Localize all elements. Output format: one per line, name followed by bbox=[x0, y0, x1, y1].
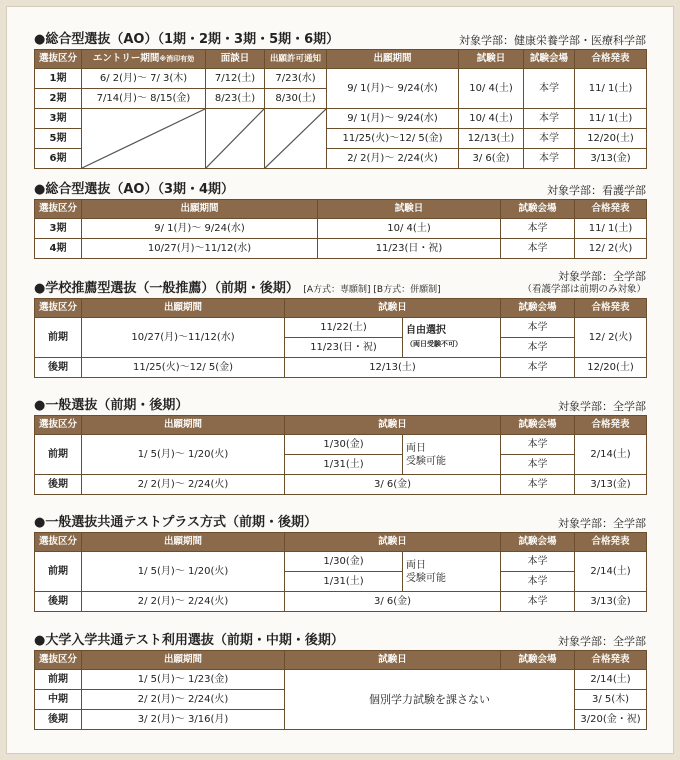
schedule-table bbox=[34, 532, 647, 612]
no-exam-note: 個別学力試験を課さない bbox=[285, 670, 575, 730]
table-row: 6期 2/ 2(月)～ 2/24(火) 3/ 6(金) 本学 3/13(金) bbox=[35, 149, 647, 169]
table-row: 3期 9/ 1(月)～ 9/24(水) 10/ 4(土) 本学 11/ 1(土) bbox=[35, 219, 647, 239]
schedule-table bbox=[34, 650, 647, 730]
section-ippan-plus bbox=[34, 514, 646, 612]
diagonal-cell bbox=[206, 109, 265, 169]
table-row: 2期 7/14(月)～ 8/15(金) 8/23(土) 8/30(土) bbox=[35, 89, 647, 109]
header-shiken: 試験日 bbox=[459, 50, 524, 69]
header-happyo: 合格発表 bbox=[575, 533, 647, 552]
section-suisen bbox=[34, 266, 646, 378]
table-row: 後期 2/ 2(月)～ 2/24(火) 3/ 6(金) 本学 3/13(金) bbox=[35, 475, 647, 495]
table-row: 中期 2/ 2(月)～ 2/24(火) 3/ 5(木) bbox=[35, 690, 647, 710]
section-title: ●総合型選抜（AO）（3期・4期） bbox=[34, 182, 235, 197]
table-row: 11/23(日・祝) 本学 bbox=[35, 338, 647, 358]
table-row: 前期 1/ 5(月)～ 1/23(金) 個別学力試験を課さない 2/14(土) bbox=[35, 670, 647, 690]
header-kubun: 選抜区分 bbox=[35, 651, 82, 670]
section-ao-2 bbox=[34, 181, 646, 259]
table-row: 4期 10/27(月)～11/12(水) 11/23(日・祝) 本学 12/ 2(火) bbox=[35, 239, 647, 259]
header-kaijo: 試験会場 bbox=[501, 200, 575, 219]
section-target: 対象学部：全学部 （看護学部は前期のみ対象） bbox=[522, 270, 646, 295]
section-title: ●一般選抜（前期・後期） bbox=[34, 398, 189, 413]
section-target: 対象学部：全学部 bbox=[558, 517, 646, 530]
header-shutsugan: 出願期間 bbox=[82, 416, 285, 435]
header-happyo: 合格発表 bbox=[575, 651, 647, 670]
header-kubun: 選抜区分 bbox=[35, 416, 82, 435]
table-row: 後期 11/25(火)～12/ 5(金) 12/13(土) 本学 12/20(土) bbox=[35, 358, 647, 378]
diagonal-cell bbox=[82, 109, 206, 169]
header-happyo: 合格発表 bbox=[575, 416, 647, 435]
header-shiken: 試験日 bbox=[285, 651, 501, 670]
section-target: 対象学部：健康栄養学部・医療科学部 bbox=[459, 34, 646, 47]
both-days-note: 両日 受験可能 bbox=[403, 435, 501, 475]
table-row: 5期 11/25(火)～12/ 5(金) 12/13(土) 本学 12/20(土) bbox=[35, 129, 647, 149]
table-row: 前期 1/ 5(月)～ 1/20(火) 1/30(金) 両日 受験可能 本学 2/14(土) bbox=[35, 435, 647, 455]
header-kaijo: 試験会場 bbox=[501, 416, 575, 435]
header-shutsugan: 出願期間 bbox=[82, 651, 285, 670]
header-shutsugan: 出願期間 bbox=[82, 533, 285, 552]
table-row: 前期 1/ 5(月)～ 1/20(火) 1/30(金) 両日 受験可能 本学 2/14(土) bbox=[35, 552, 647, 572]
section-title: ●一般選抜共通テストプラス方式（前期・後期） bbox=[34, 515, 318, 530]
header-happyo: 合格発表 bbox=[575, 50, 647, 69]
header-kubun: 選抜区分 bbox=[35, 50, 82, 69]
header-happyo: 合格発表 bbox=[575, 200, 647, 219]
header-kubun: 選抜区分 bbox=[35, 200, 82, 219]
table-row: 前期 10/27(月)～11/12(水) 11/22(土) 自由選択 （両日受験不可） 本学 12/ 2(火) bbox=[35, 318, 647, 338]
header-shutsugan: 出願期間 bbox=[82, 200, 318, 219]
header-shiken: 試験日 bbox=[285, 416, 501, 435]
schedule-table bbox=[34, 199, 647, 259]
header-mendan: 面談日 bbox=[206, 50, 265, 69]
section-ippan bbox=[34, 397, 646, 495]
section-target: 対象学部：全学部 bbox=[558, 400, 646, 413]
table-row: 1/31(土) 本学 bbox=[35, 572, 647, 592]
section-title: ●大学入学共通テスト利用選抜（前期・中期・後期） bbox=[34, 633, 344, 648]
header-kubun: 選抜区分 bbox=[35, 299, 82, 318]
header-kaijo: 試験会場 bbox=[524, 50, 575, 69]
schedule-table bbox=[34, 49, 647, 169]
header-shiken: 試験日 bbox=[285, 299, 501, 318]
header-kaijo: 試験会場 bbox=[501, 299, 575, 318]
section-title: ●学校推薦型選抜（一般推薦）（前期・後期） [A方式：専願制] [B方式：併願制] bbox=[34, 281, 441, 296]
header-shiken: 試験日 bbox=[318, 200, 501, 219]
section-ao-1 bbox=[34, 31, 646, 169]
header-kubun: 選抜区分 bbox=[35, 533, 82, 552]
table-row: 後期 3/ 2(月)～ 3/16(月) 3/20(金・祝) bbox=[35, 710, 647, 730]
header-kaijo: 試験会場 bbox=[501, 533, 575, 552]
table-row: 1/31(土) 本学 bbox=[35, 455, 647, 475]
section-kyotsu bbox=[34, 632, 646, 730]
table-row: 3期 9/ 1(月)～ 9/24(水) 10/ 4(土) 本学 11/ 1(土) bbox=[35, 109, 647, 129]
header-shutsugan: 出願期間 bbox=[327, 50, 459, 69]
header-kaijo: 試験会場 bbox=[501, 651, 575, 670]
header-shutsugan: 出願期間 bbox=[82, 299, 285, 318]
table-row: 後期 2/ 2(月)～ 2/24(火) 3/ 6(金) 本学 3/13(金) bbox=[35, 592, 647, 612]
diagonal-cell bbox=[265, 109, 327, 169]
section-target: 対象学部：全学部 bbox=[558, 635, 646, 648]
table-row: 1期 6/ 2(月)～ 7/ 3(木) 7/12(土) 7/23(水) 9/ 1(月)～ 9/24(水) 10/ 4(土) 本学 11/ 1(土) bbox=[35, 69, 647, 89]
header-happyo: 合格発表 bbox=[575, 299, 647, 318]
header-shiken: 試験日 bbox=[285, 533, 501, 552]
section-target: 対象学部：看護学部 bbox=[547, 184, 646, 197]
header-tsuchi: 出願許可通知 bbox=[265, 50, 327, 69]
section-title: ●総合型選抜（AO）（1期・2期・3期・5期・6期） bbox=[34, 32, 340, 47]
both-days-note: 両日 受験可能 bbox=[403, 552, 501, 592]
schedule-table bbox=[34, 298, 647, 378]
free-choice-note: 自由選択 （両日受験不可） bbox=[403, 318, 501, 358]
header-entry: エントリー期間※消印有効 bbox=[82, 50, 206, 69]
schedule-table bbox=[34, 415, 647, 495]
